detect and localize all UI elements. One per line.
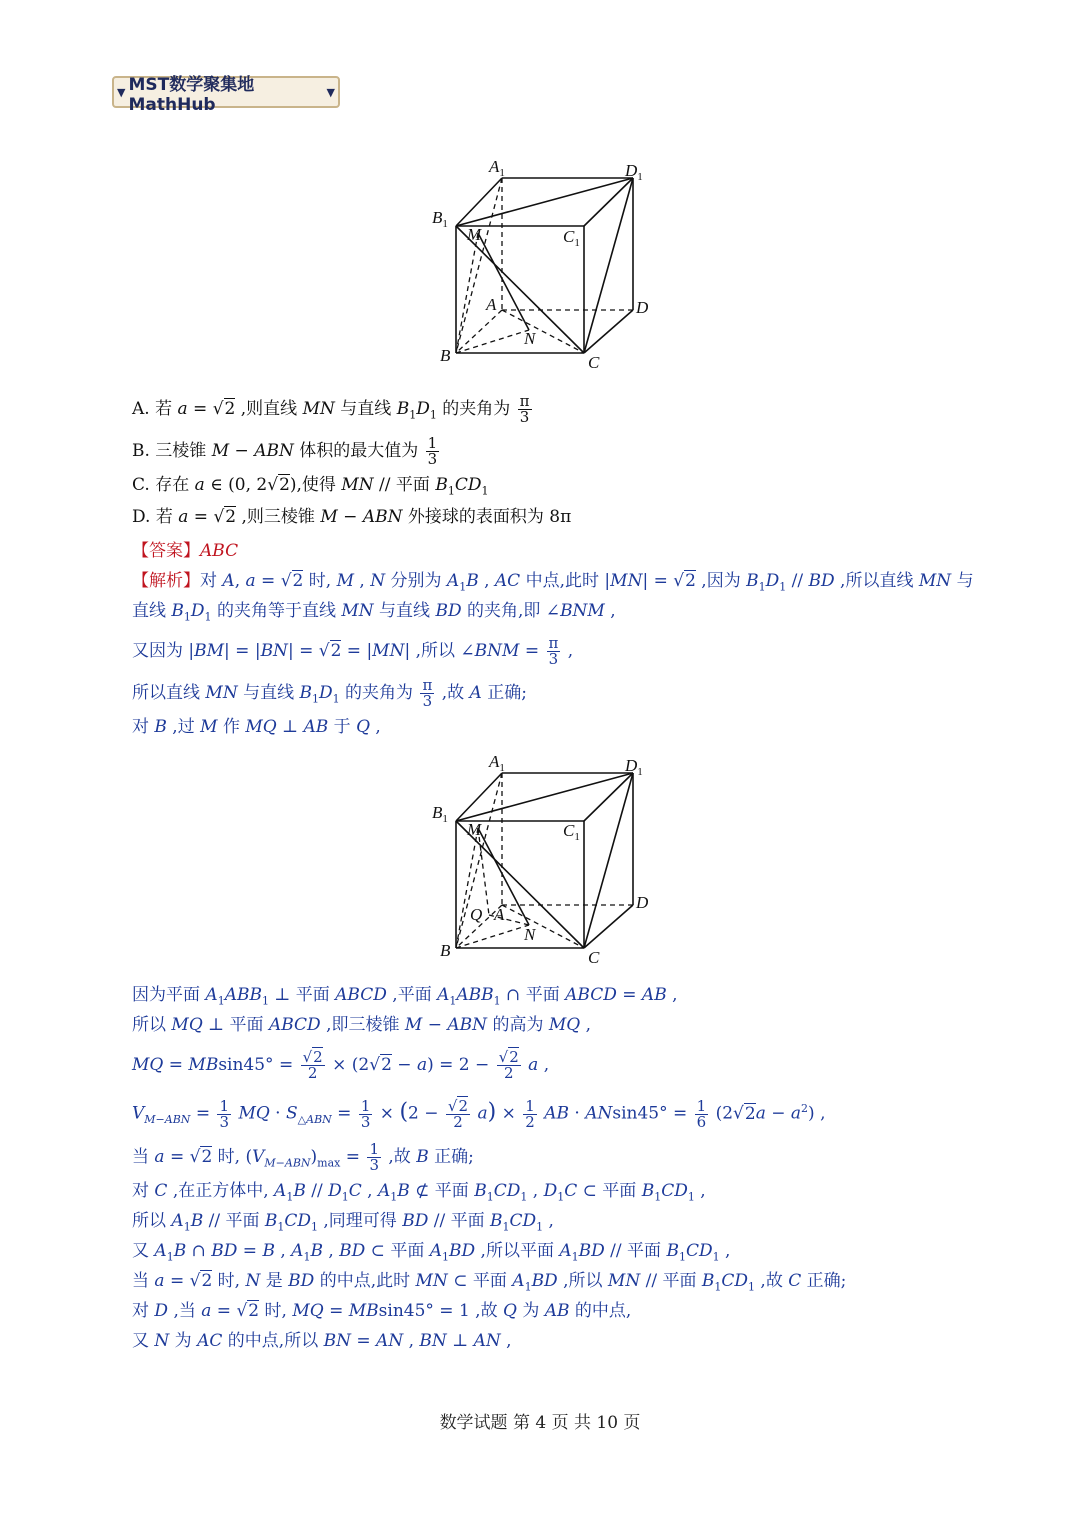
label-C1: $C_1$ (563, 227, 580, 249)
answer-value: ABC (200, 541, 239, 561)
solution-line-10: 当 a = √2 时, $(V_{M-ABN})_{max}$ = $\frac{1}{3}$ ,故 B 正确; (132, 1140, 474, 1174)
label-N: N (524, 329, 536, 348)
label-B: B (440, 346, 451, 365)
solution-line-5: 对 B ,过 M 作 MQ ⊥ AB 于 Q , (132, 717, 381, 737)
cube-figure-2 (420, 750, 660, 970)
label-A1: $A_1$ (489, 157, 505, 179)
logo-triangle-icon: ▼ (117, 85, 126, 99)
label-A: A (486, 295, 497, 314)
solution-line-13: 又 $A_1B$ ∩ BD = B , $A_1B$ , BD ⊂ 平面 $A_1BD$ ,所以平面 $A_1BD$ // 平面 $B_1CD_1$ , (132, 1241, 731, 1264)
label-D: D (636, 298, 649, 317)
solution-line-16: 又 N 为 AC 的中点,所以 BN = AN , BN ⊥ AN , (132, 1331, 512, 1351)
solution-label: 【解析】 (132, 571, 200, 591)
option-b: B. 三棱锥 M − ABN 体积的最大值为 $\frac{1}{3}$ (132, 434, 438, 468)
label-C: C (588, 353, 600, 372)
answer-line (132, 540, 238, 562)
logo-text: MST数学聚集地MathHub (128, 74, 255, 115)
logo-triangle-icon: ▼ (326, 85, 335, 99)
cube-figure-1 (420, 155, 660, 375)
label-D1: $D_1$ (625, 161, 643, 183)
label-M: M (467, 820, 482, 839)
solution-line-2: 直线 $B_1D_1$ 的夹角等于直线 MN 与直线 BD 的夹角,即 ∠BNM , (132, 601, 616, 624)
solution-line-14: 当 a = √2 时, N 是 BD 的中点,此时 MN ⊂ 平面 $A_1BD$ ,所以 MN // 平面 $B_1CD_1$ ,故 C 正确; (132, 1271, 847, 1294)
label-B: B (440, 941, 451, 960)
option-a: A. 若 a = √2 ,则直线 MN 与直线 $B_1D_1$ 的夹角为 $\frac{\pi}{3}$ (132, 392, 530, 426)
label-M: M (467, 225, 482, 244)
label-D: D (636, 893, 649, 912)
label-C1: $C_1$ (563, 821, 580, 843)
solution-line-12: 所以 $A_1B$ // 平面 $B_1CD_1$ ,同理可得 BD // 平面 $B_1CD_1$ , (132, 1211, 554, 1234)
label-Q: Q (470, 905, 483, 924)
option-d: D. 若 a = √2 ,则三棱锥 M − ABN 外接球的表面积为 8π (132, 507, 572, 527)
label-N: N (524, 925, 536, 944)
solution-line-1: 【解析】对 A, a = √2 时, M , N 分别为 $A_1B$ , AC 中点,此时 |MN| = √2 ,因为 $B_1D_1$ // BD ,所以直线 MN 与 (132, 571, 974, 594)
label-B1: $B_1$ (432, 803, 448, 825)
page-footer: 数学试题 第 4 页 共 10 页 (439, 1413, 641, 1433)
solution-line-8: MQ = MBsin45° = $\frac{√2}{2}$ × (2√2 − a) = 2 − $\frac{√2}{2}$ a , (132, 1048, 550, 1082)
option-c: C. 存在 a ∈ (0, 2√2),使得 MN // 平面 $B_1CD_1$ (132, 475, 489, 498)
answer-label: 【答案】 (132, 541, 200, 561)
mathhub-logo (112, 74, 340, 115)
solution-line-3: 又因为 |BM| = |BN| = √2 = |MN| ,所以 ∠BNM = $\frac{\pi}{3}$ , (132, 634, 574, 668)
label-A: A (494, 905, 505, 924)
label-C: C (588, 948, 600, 967)
solution-line-4: 所以直线 MN 与直线 $B_1D_1$ 的夹角为 $\frac{\pi}{3}$ ,故 A 正确; (132, 676, 527, 710)
label-D1: $D_1$ (625, 756, 643, 778)
solution-line-9: $V_{M-ABN}$ = $\frac{1}{3}$ MQ · $S_{\triangle ABN}$ = $\frac{1}{3}$ × (2 − $\frac{√2}{2}$ a) × $\frac{1}{2}$ AB · ANsin45° = $\frac{1}{6}$ $(2√2a - a^2)$ , (132, 1096, 826, 1131)
label-B1: $B_1$ (432, 208, 448, 230)
solution-line-15: 对 D ,当 a = √2 时, MQ = MBsin45° = 1 ,故 Q 为 AB 的中点, (132, 1301, 632, 1321)
solution-line-7: 所以 MQ ⊥ 平面 ABCD ,即三棱锥 M − ABN 的高为 MQ , (132, 1015, 592, 1035)
solution-line-11: 对 C ,在正方体中, $A_1B // D_1C$ , $A_1B$ ⊄ 平面 $B_1CD_1$ , $D_1C$ ⊂ 平面 $B_1CD_1$ , (132, 1181, 706, 1204)
label-A1: $A_1$ (489, 752, 505, 774)
solution-line-6: 因为平面 $A_1ABB_1$ ⊥ 平面 ABCD ,平面 $A_1ABB_1$ ∩ 平面 ABCD = AB , (132, 985, 678, 1008)
